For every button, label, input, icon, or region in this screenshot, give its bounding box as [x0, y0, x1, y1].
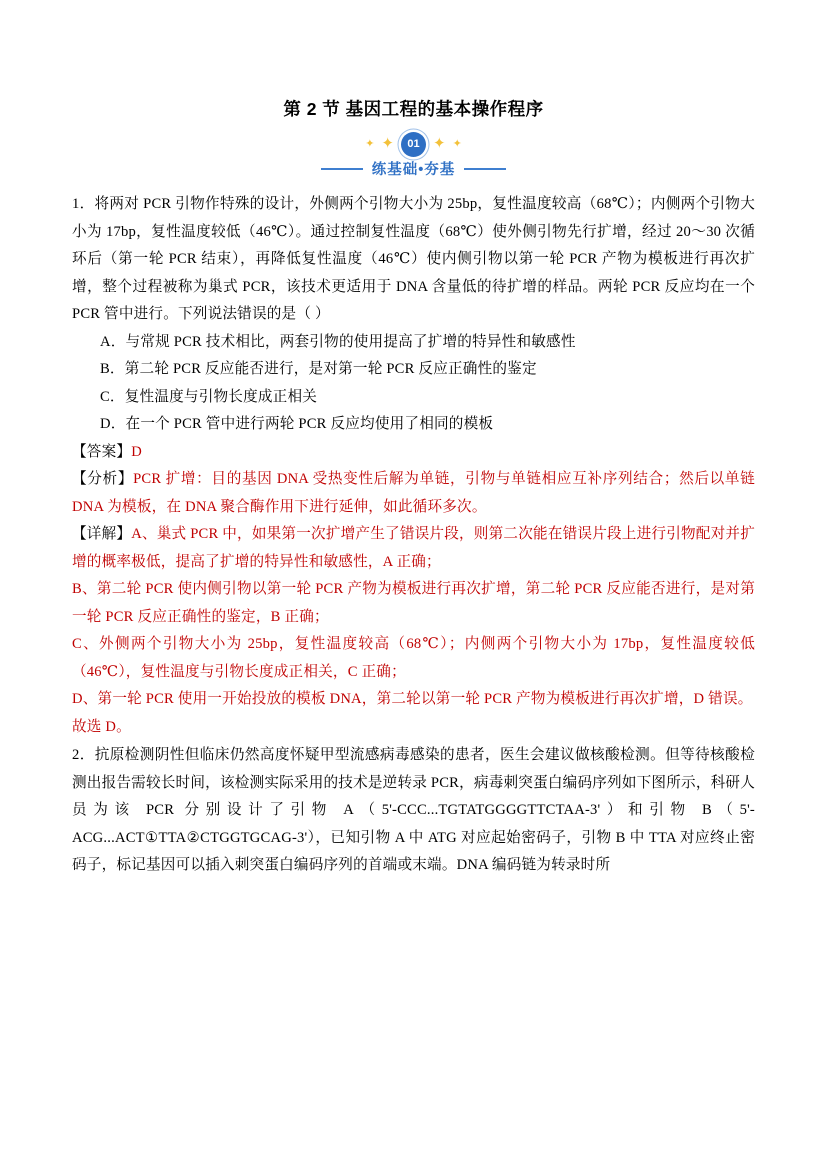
banner-rule-left [321, 168, 363, 170]
question-1-option-d: D．在一个 PCR 管中进行两轮 PCR 反应均使用了相同的模板 [100, 416, 494, 432]
section-number-badge: 01 [401, 132, 426, 157]
star-icon: ✦ [452, 137, 462, 150]
star-icon: ✦ [381, 135, 394, 152]
detail-tag: 【详解】 [72, 526, 132, 542]
detail-line-c: C、外侧两个引物大小为 25bp，复性温度较高（68℃）；内侧两个引物大小为 17bp，复性温度较低（46℃），复性温度与引物长度成正相关，C 正确； [72, 636, 755, 680]
page-title: 第 2 节 基因工程的基本操作程序 [283, 99, 544, 119]
answer-value: D [131, 443, 142, 460]
section-label: 练基础•夯基 [371, 162, 456, 178]
star-icon: ✦ [433, 135, 446, 152]
detail-line-a: A、巢式 PCR 中，如果第一次扩增产生了错误片段，则第二次能在错误片段上进行引物配对并扩增的概率极低，提高了扩增的特异性和敏感性，A 正确； [72, 526, 755, 570]
question-1-analysis [72, 466, 755, 521]
analysis-text: PCR 扩增：目的基因 DNA 受热变性后解为单链，引物与单链相应互补序列结合；然后以单链 DNA 为模板，在 DNA 聚合酶作用下进行延伸，如此循环多次。 [72, 471, 755, 515]
question-1-detail [72, 521, 755, 576]
question-1-stem: 1．将两对 PCR 引物作特殊的设计，外侧两个引物大小为 25bp，复性温度较高（68℃）；内侧两个引物大小为 17bp，复性温度较低（46℃）。通过控制复性温度（68℃）使外侧引物先行扩增，经过 20～30 次循环后（第一轮 PCR 结束），再降低复性温度（46℃）使内侧引物以第一轮 PCR 产物为模板进行再次扩增，整个过程被称为巢式 PCR，该技术更适用于 DNA 含量低的待扩增的样品。两轮 PCR 反应均在一个 PCR 管中进行。下列说法错误的是（ ） [72, 196, 755, 322]
question-1-option-c: C．复性温度与引物长度成正相关 [100, 388, 318, 405]
detail-line-d: D、第一轮 PCR 使用一开始投放的模板 DNA，第二轮以第一轮 PCR 产物为模板进行再次扩增，D 错误。 [72, 691, 753, 707]
star-icon: ✦ [365, 137, 375, 150]
detail-line-b: B、第二轮 PCR 使内侧引物以第一轮 PCR 产物为模板进行再次扩增，第二轮 PCR 反应能否进行，是对第一轮 PCR 反应正确性的鉴定，B 正确； [72, 581, 755, 625]
question-1-option-b: B．第二轮 PCR 反应能否进行，是对第一轮 PCR 反应正确性的鉴定 [100, 361, 537, 377]
question-1-answer [72, 439, 755, 467]
banner-top-row [365, 131, 462, 157]
section-banner [72, 131, 755, 179]
question-2-stem: 2．抗原检测阴性但临床仍然高度怀疑甲型流感病毒感染的患者，医生会建议做核酸检测。但等待核酸检测出报告需较长时间，该检测实际采用的技术是逆转录 PCR，病毒刺突蛋白编码序列如下图所示，科研人员为该 PCR 分别设计了引物 A（5'-CCC...TGTATGGGGTTCTAA-3'）和引物 B（5'-ACG...ACT①TTA②CTGGTGCAG-3'），已知引物 A 中 ATG 对应起始密码子，引物 B 中 TTA 对应终止密码子，标记基因可以插入刺突蛋白编码序列的首端或末端。DNA 编码链为转录时所 [72, 747, 755, 873]
answer-tag: 【答案】 [72, 443, 132, 460]
question-1-conclusion: 故选 D。 [72, 718, 131, 735]
question-1-option-a: A．与常规 PCR 技术相比，两套引物的使用提高了扩增的特异性和敏感性 [100, 333, 576, 350]
analysis-tag: 【分析】 [72, 471, 134, 487]
banner-bottom-row [321, 158, 507, 179]
banner-rule-right [464, 168, 506, 170]
